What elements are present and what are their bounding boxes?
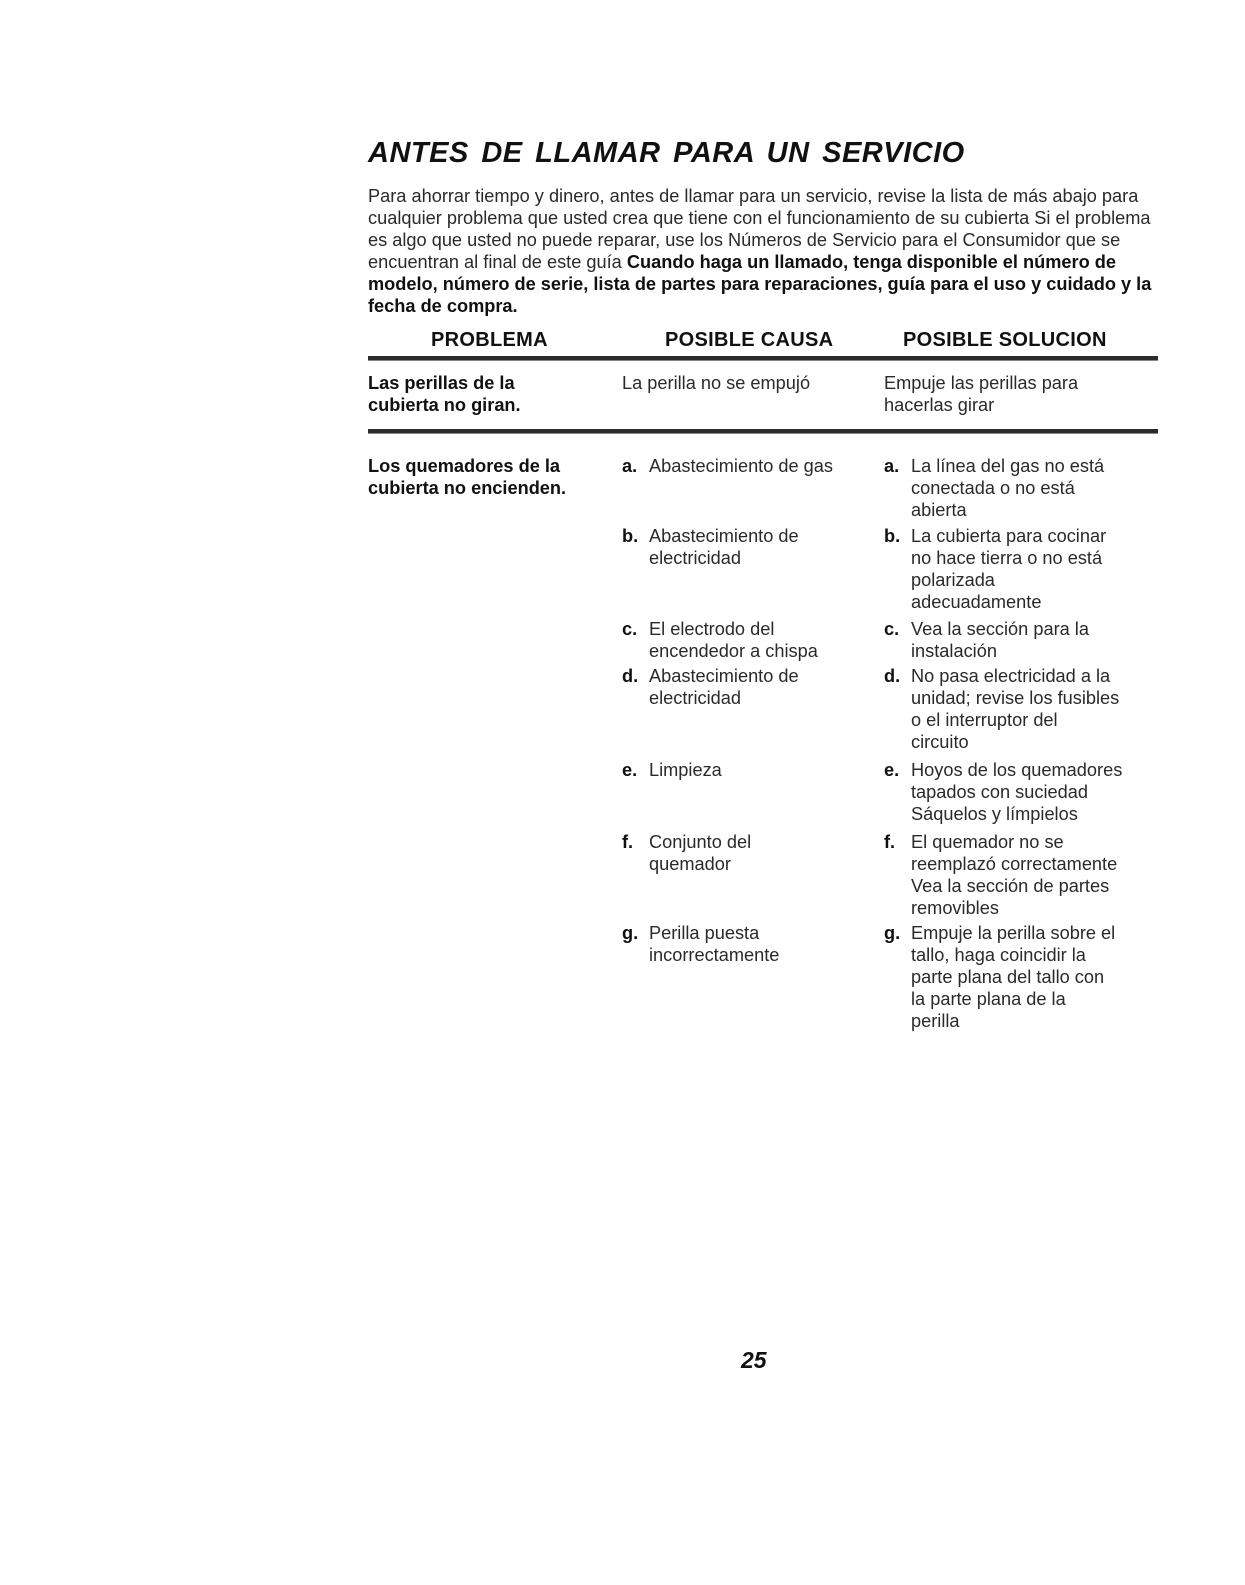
cause-text: Perilla puesta incorrectamente xyxy=(649,923,780,965)
cause-text: Abastecimiento de electricidad xyxy=(649,666,799,708)
item-letter: e. xyxy=(622,760,638,780)
item-letter: b. xyxy=(884,526,901,546)
solution-text: Empuje la perilla sobre el tallo, haga coincidir la parte plana del tallo con la parte plana de la perilla xyxy=(911,923,1116,1031)
cause-text: Abastecimiento de electricidad xyxy=(649,526,799,568)
item-letter: d. xyxy=(884,666,901,686)
solution-text: No pasa electricidad a la unidad; revise los fusibles o el interruptor del circuito xyxy=(911,666,1120,752)
page-title: ANTES DE LLAMAR PARA UN SERVICIO xyxy=(368,137,965,169)
item-letter: d. xyxy=(622,666,639,686)
cause-text: Conjunto del quemador xyxy=(649,832,752,874)
item-letter: e. xyxy=(884,760,900,780)
cause-text: Abastecimiento de gas xyxy=(649,456,834,476)
header-cause: POSIBLE CAUSA xyxy=(665,329,834,351)
solution-text: La línea del gas no está conectada o no está abierta xyxy=(911,456,1105,520)
solution-knobs: Empuje las perillas para hacerlas girar xyxy=(884,373,1079,415)
item-letter: a. xyxy=(884,456,900,476)
page-number: 25 xyxy=(741,1347,767,1373)
item-letter: g. xyxy=(622,923,639,943)
solution-text: La cubierta para cocinar no hace tierra o no está polarizada adecuadamente xyxy=(911,526,1107,612)
item-letter: c. xyxy=(622,619,638,639)
solution-text: Vea la sección para la instalación xyxy=(911,619,1089,661)
problem-knobs: Las perillas de la cubierta no giran. xyxy=(368,373,521,415)
cause-knobs: La perilla no se empujó xyxy=(622,373,811,393)
intro-text: Para ahorrar tiempo y dinero, antes de llamar para un servicio, revise la lista de más abajo para cualquier problema que usted crea que tiene con el funcionamiento de su cubierta Si el problema es algo que usted no puede reparar, use los Números de Servicio para el Consumidor que se encuentran al final de este guía xyxy=(368,186,1151,272)
row-divider xyxy=(368,429,1158,434)
header-problem: PROBLEMA xyxy=(431,329,548,351)
item-letter: f. xyxy=(884,832,896,852)
solution-text: El quemador no se reemplazó correctamente Vea la sección de partes removibles xyxy=(911,832,1118,918)
item-letter: c. xyxy=(884,619,900,639)
solution-text: Hoyos de los quemadores tapados con suciedad Sáquelos y límpielos xyxy=(911,760,1123,824)
header-solution: POSIBLE SOLUCION xyxy=(903,329,1107,351)
item-letter: g. xyxy=(884,923,901,943)
intro-paragraph xyxy=(368,185,1158,317)
item-letter: f. xyxy=(622,832,634,852)
cause-text: El electrodo del encendedor a chispa xyxy=(649,619,818,661)
item-letter: b. xyxy=(622,526,639,546)
problem-burners: Los quemadores de la cubierta no encienden. xyxy=(368,456,567,498)
intro-bold-text: Cuando haga un llamado, tenga disponible el número de modelo, número de serie, lista de partes para reparaciones, guía para el uso y cuidado y la fecha de compra. xyxy=(368,252,1152,316)
cause-text: Limpieza xyxy=(649,760,722,780)
header-divider xyxy=(368,356,1158,361)
item-letter: a. xyxy=(622,456,638,476)
